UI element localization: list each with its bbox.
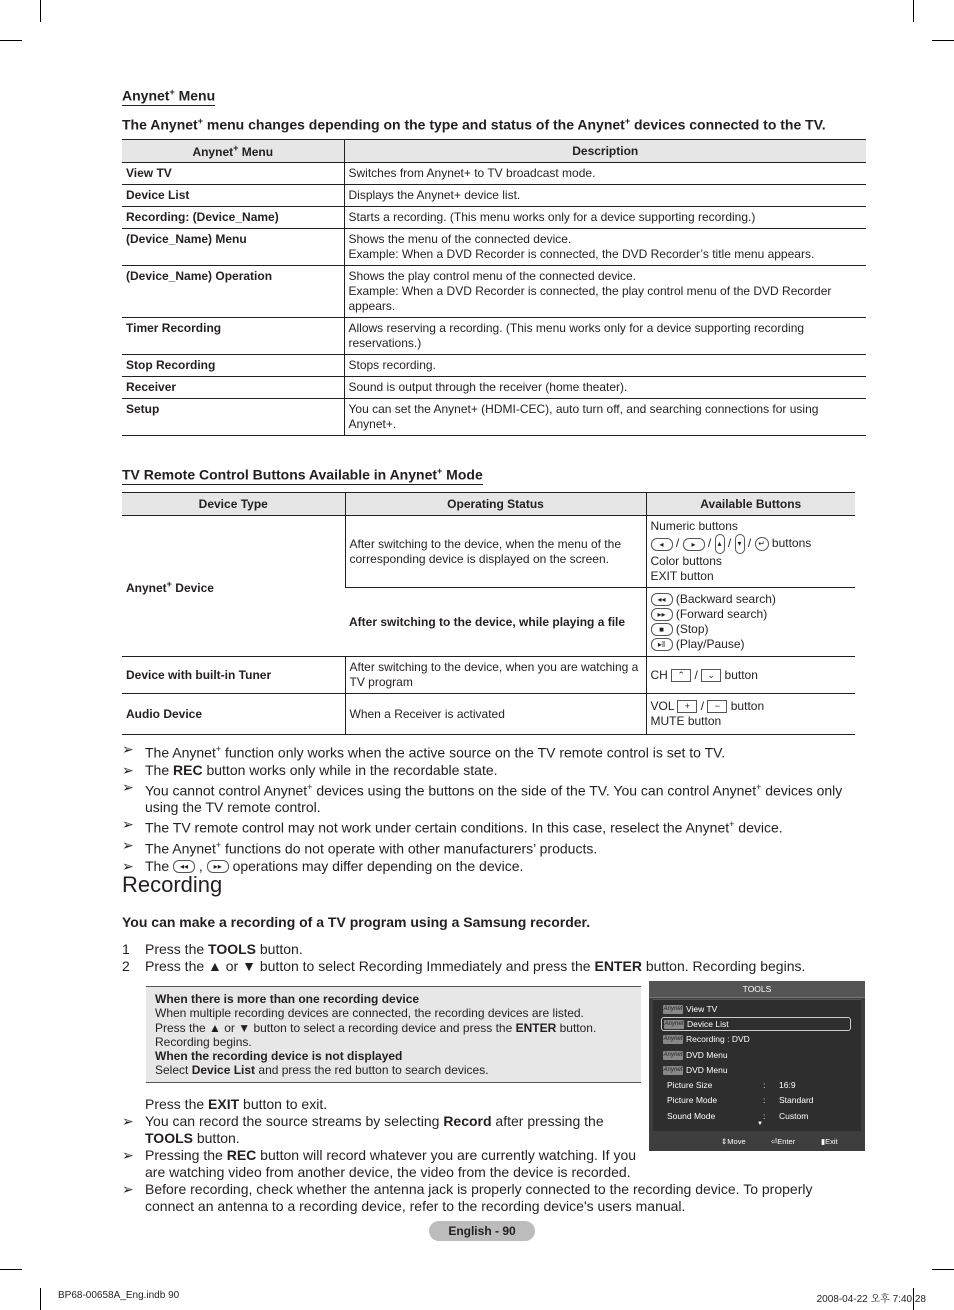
arrow-bullet-icon: ➢ <box>122 1113 134 1129</box>
arrow-bullet-icon: ➢ <box>122 1147 134 1163</box>
up-arrow-button-icon: ▴ <box>715 534 725 554</box>
recording-title: Recording <box>122 872 223 897</box>
cell-line: Numeric buttons <box>650 519 738 533</box>
note-item: ➢ You can record the source streams by selecting Record after pressing the TOOLS button. <box>122 1113 604 1146</box>
cell-line: ▸‖ (Play/Pause) <box>651 637 852 652</box>
crop-mark <box>40 1288 41 1310</box>
note-line: Press the ▲ or ▼ button to select a recording device and press the ENTER button. <box>155 1020 597 1035</box>
tools-menu-footer <box>649 1135 865 1149</box>
note-item: ➢ The ◂◂ , ▸▸ operations may differ depending on the device. <box>122 857 524 874</box>
cell-line: ▸▸ (Forward search) <box>651 607 852 622</box>
buttons-cell <box>646 588 855 657</box>
stop-button-icon: ■ <box>651 623 673 636</box>
note-heading: When the recording device is not displayed <box>155 1049 403 1064</box>
exit-instruction: Press the EXIT button to exit. <box>145 1096 328 1112</box>
anynet-menu-intro: The Anynet+ menu changes depending on the type and status of the Anynet+ devices connected to the TV. <box>122 116 826 133</box>
menu-item-view-tv[interactable]: Anynet View TV <box>663 1004 718 1014</box>
footer-timestamp: 2008-04-22 오후 7:40:28 <box>816 1294 926 1305</box>
crop-mark <box>913 0 914 22</box>
setting-picture-size[interactable]: Picture Size : 16:9 <box>667 1080 796 1090</box>
channel-up-button-icon: ⌃ <box>671 669 691 682</box>
note-item: ➢ The Anynet+ functions do not operate with other manufacturers’ products. <box>122 836 598 857</box>
note-line: Recording begins. <box>155 1034 252 1049</box>
cell-line: Example: When a DVD Recorder is connected, the DVD Recorder’s title menu appears. <box>348 247 815 261</box>
note-item: ➢ Pressing the REC button will record whatever you are currently watching. If you are watching video from another device, the video from the device is recorded. <box>122 1147 637 1180</box>
note-item: ➢ The Anynet+ function only works when the active source on the TV remote control is set to TV. <box>122 741 726 761</box>
menu-item-device-list[interactable]: Anynet Device List <box>661 1017 851 1031</box>
column-header: Device Type <box>122 493 345 516</box>
move-hint: ⇕ Move <box>721 1137 746 1146</box>
note-line: When multiple recording devices are connected, the recording devices are listed. <box>155 1006 584 1021</box>
buttons-cell <box>646 516 855 588</box>
table-row: Device with built-in Tuner After switching to the device, when you are watching a TV program CH ⌃ / ⌄ button <box>122 657 855 694</box>
exit-hint: ▮ Exit <box>821 1137 838 1146</box>
anynet-menu-heading: Anynet+ Menu <box>122 87 216 104</box>
anynet-logo-icon: Anynet <box>663 1067 683 1074</box>
table-row: View TV Switches from Anynet+ to TV broadcast mode. <box>122 163 866 185</box>
cell-line: VOL + / − button <box>650 699 765 713</box>
cell-line: ◂◂ (Backward search) <box>651 592 852 607</box>
column-header: Description <box>344 140 866 163</box>
channel-down-button-icon: ⌄ <box>701 669 721 682</box>
note-item: ➢ The TV remote control may not work under certain conditions. In this case, reselect the Anynet+ device. <box>122 816 783 836</box>
arrow-bullet-icon: ➢ <box>122 761 134 778</box>
enter-hint: ⏎ Enter <box>771 1137 796 1146</box>
cell-line: Shows the menu of the connected device. <box>348 232 572 246</box>
table-row: Receiver Sound is output through the receiver (home theater). <box>122 377 866 399</box>
column-header: Operating Status <box>345 493 646 516</box>
column-header: Anynet+ Menu <box>122 140 344 163</box>
remote-buttons-table <box>122 492 855 735</box>
recording-device-note-box <box>146 986 641 1083</box>
remote-buttons-heading: TV Remote Control Buttons Available in Anynet+ Mode <box>122 466 483 483</box>
play-pause-button-icon: ▸‖ <box>651 638 673 651</box>
recording-antenna-note <box>122 1181 862 1215</box>
volume-up-button-icon: + <box>677 700 697 713</box>
tools-menu-screenshot <box>649 981 865 1151</box>
rewind-button-icon: ◂◂ <box>173 860 195 873</box>
enter-button-icon: ↵ <box>755 537 769 551</box>
crop-mark <box>932 40 954 41</box>
cell-line: Shows the play control menu of the connected device. <box>348 269 637 283</box>
anynet-logo-icon: Anynet <box>663 1052 683 1059</box>
table-row: Timer Recording Allows reserving a recording. (This menu works only for a device supporting recording reservations.) <box>122 318 866 355</box>
table-row: (Device_Name) Operation Shows the play control menu of the connected device. Example: When a DVD Recorder is connected, the play control menu of the DVD Recorder appears. <box>122 266 866 318</box>
cell-line: Example: When a DVD Recorder is connected, the play control menu of the DVD Recorder appears. <box>348 284 832 313</box>
crop-mark <box>932 1269 954 1270</box>
crop-mark <box>40 0 41 22</box>
device-type-cell: Anynet+ Device <box>122 516 345 657</box>
anynet-logo-icon: Anynet <box>663 1036 683 1043</box>
step-item: 1 Press the TOOLS button. <box>122 941 303 957</box>
table-row: Setup You can set the Anynet+ (HDMI-CEC), auto turn off, and searching connections for using Anynet+. <box>122 399 866 436</box>
table-row: Anynet+ Device After switching to the device, when the menu of the corresponding device is displayed on the screen. Numeric buttons ◂ / ▸ / ▴ / ▾ / ↵ buttons Color buttons EXIT button <box>122 516 855 588</box>
note-item: ➢ You cannot control Anynet+ devices using the buttons on the side of the TV. You can control Anynet+ devices only using the TV remote control. <box>122 778 843 816</box>
footer-file-name: BP68-00658A_Eng.indb 90 <box>58 1290 180 1301</box>
note-line: Select Device List and press the red button to search devices. <box>155 1063 489 1078</box>
menu-item-recording-dvd[interactable]: Anynet Recording : DVD <box>663 1034 750 1044</box>
crop-mark <box>0 40 22 41</box>
table-row: Stop Recording Stops recording. <box>122 355 866 377</box>
step-item: 2 Press the ▲ or ▼ button to select Recording Immediately and press the ENTER button. Recording begins. <box>122 958 806 974</box>
arrow-bullet-icon: ➢ <box>122 836 134 853</box>
table-row: Recording: (Device_Name) Starts a recording. (This menu works only for a device supporting recording.) <box>122 207 866 229</box>
right-arrow-button-icon: ▸ <box>683 538 705 551</box>
scroll-down-arrow-icon: ▼ <box>757 1121 763 1127</box>
column-header: Available Buttons <box>646 493 855 516</box>
menu-item-dvd-menu[interactable]: Anynet DVD Menu <box>663 1065 728 1075</box>
cell-line: EXIT button <box>650 569 714 583</box>
table-row: Device List Displays the Anynet+ device list. <box>122 185 866 207</box>
down-arrow-button-icon: ▾ <box>735 534 745 554</box>
page-number-badge: English - 90 <box>429 1221 535 1241</box>
recording-intro: You can make a recording of a TV program using a Samsung recorder. <box>122 914 591 930</box>
table-row: Audio Device When a Receiver is activated VOL + / − button MUTE button <box>122 694 855 735</box>
menu-item-dvd-menu[interactable]: Anynet DVD Menu <box>663 1050 728 1060</box>
cell-line: Color buttons <box>650 554 722 568</box>
anynet-logo-icon: Anynet <box>664 1021 684 1028</box>
arrow-bullet-icon: ➢ <box>122 741 134 757</box>
rewind-button-icon: ◂◂ <box>651 593 673 606</box>
arrow-bullet-icon: ➢ <box>122 1181 134 1197</box>
recording-steps <box>122 941 852 975</box>
table-header-row <box>122 140 866 163</box>
cell-line: ■ (Stop) <box>651 622 852 637</box>
arrow-bullet-icon: ➢ <box>122 778 134 795</box>
table-row: (Device_Name) Menu Shows the menu of the connected device. Example: When a DVD Recorder is connected, the DVD Recorder’s title menu appears. <box>122 229 866 266</box>
setting-sound-mode[interactable]: Sound Mode : Custom <box>667 1111 809 1121</box>
fast-forward-button-icon: ▸▸ <box>651 608 673 621</box>
arrow-bullet-icon: ➢ <box>122 816 134 833</box>
anynet-menu-table <box>122 139 866 436</box>
cell-line: ◂ / ▸ / ▴ / ▾ / ↵ buttons <box>651 534 852 554</box>
anynet-notes-list <box>122 741 862 875</box>
fast-forward-button-icon: ▸▸ <box>207 860 229 873</box>
table-row: After switching to the device, while playing a file ◂◂ (Backward search) ▸▸ (Forward search) ■ (Stop) ▸‖ (Play/Pause) <box>122 588 855 657</box>
recording-after-steps <box>122 1096 652 1181</box>
arrow-bullet-icon: ➢ <box>122 857 134 874</box>
anynet-logo-icon: Anynet <box>663 1006 683 1013</box>
note-heading: When there is more than one recording device <box>155 992 420 1006</box>
tools-menu-panel <box>653 999 861 1131</box>
table-header-row <box>122 493 855 516</box>
volume-down-button-icon: − <box>707 700 727 713</box>
note-item: ➢ The REC button works only while in the recordable state. <box>122 761 498 778</box>
cell-line: MUTE button <box>650 714 722 728</box>
crop-mark <box>0 1269 22 1270</box>
note-item: ➢ Before recording, check whether the antenna jack is properly connected to the recording device. To properly connect an antenna to a recording device, refer to the recording device's users manual. <box>122 1181 813 1214</box>
left-arrow-button-icon: ◂ <box>651 538 673 551</box>
setting-picture-mode[interactable]: Picture Mode : Standard <box>667 1095 814 1105</box>
tools-menu-title: TOOLS <box>649 981 865 998</box>
